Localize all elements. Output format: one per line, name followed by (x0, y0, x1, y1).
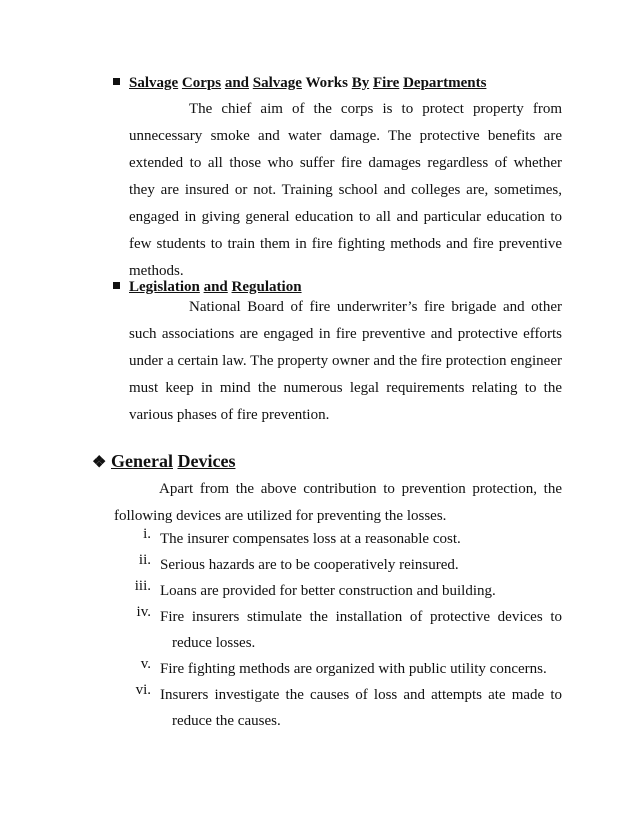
square-bullet-icon (113, 282, 120, 289)
heading-word: Departments (403, 75, 487, 91)
heading-word: Salvage (252, 75, 302, 91)
heading-word: and (224, 75, 250, 91)
list-item-number: v. (140, 656, 151, 672)
list-item-text-content: Fire insurers stimulate the installation of protective devices to reduce losses. (160, 609, 562, 651)
list-item-text: Loans are provided for better construction and building. (160, 583, 496, 599)
heading-word: Devices (177, 451, 236, 471)
heading-word: Works (305, 75, 348, 91)
list-item-number: iii. (134, 578, 151, 594)
heading-word: Corps (181, 75, 222, 91)
heading-word: and (203, 279, 228, 295)
general-devices-intro-text: Apart from the above contribution to prevention protection, the following devices are utilized for preventing the losses. (114, 481, 562, 524)
heading-word: Regulation (231, 279, 302, 295)
list-item-text-content: Insurers investigate the causes of loss and attempts ate made to reduce the causes. (160, 687, 562, 729)
general-devices-intro (114, 476, 562, 530)
list-item-text: Serious hazards are to be cooperatively reinsured. (160, 557, 459, 573)
list-item-text (160, 682, 562, 734)
list-item-number: vi. (135, 682, 151, 698)
list-item-number: iv. (136, 604, 151, 620)
list-item-text: Fire fighting methods are organized with public utility concerns. (160, 661, 547, 677)
general-devices-heading (92, 451, 235, 472)
legislation-paragraph (129, 294, 562, 429)
heading-word: Salvage (129, 75, 179, 91)
salvage-heading-text (129, 75, 486, 91)
legislation-paragraph-text: National Board of fire underwriter’s fire brigade and other such associations are engaged in fire preventive and protective efforts under a certain law. The property owner and the fire protection engineer must keep in mind the numerous legal requirements relating to the various phases of fire prevention. (129, 299, 562, 423)
legislation-heading-text (129, 279, 302, 295)
square-bullet-icon (113, 78, 120, 85)
salvage-paragraph (129, 96, 562, 285)
salvage-heading (113, 73, 486, 93)
salvage-paragraph-text: The chief aim of the corps is to protect property from unnecessary smoke and water damage. The protective benefits are extended to all those who suffer fire damages regardless of whether they are insured or not. Training school and colleges are, sometimes, engaged in giving general education to all and particular education to few students to train them in fire fighting methods and fire preventive methods. (129, 101, 562, 279)
list-item-text: The insurer compensates loss at a reasonable cost. (160, 531, 461, 547)
list-item-number: ii. (138, 552, 151, 568)
heading-word: General (111, 451, 173, 471)
list-item-number: i. (143, 526, 151, 542)
diamond-bullet-icon: ❖ (92, 454, 107, 471)
general-devices-heading-text (111, 451, 235, 471)
heading-word: Fire (372, 75, 400, 91)
heading-word: By (351, 75, 370, 91)
heading-word: Legislation (129, 279, 200, 295)
list-item-text (160, 604, 562, 656)
